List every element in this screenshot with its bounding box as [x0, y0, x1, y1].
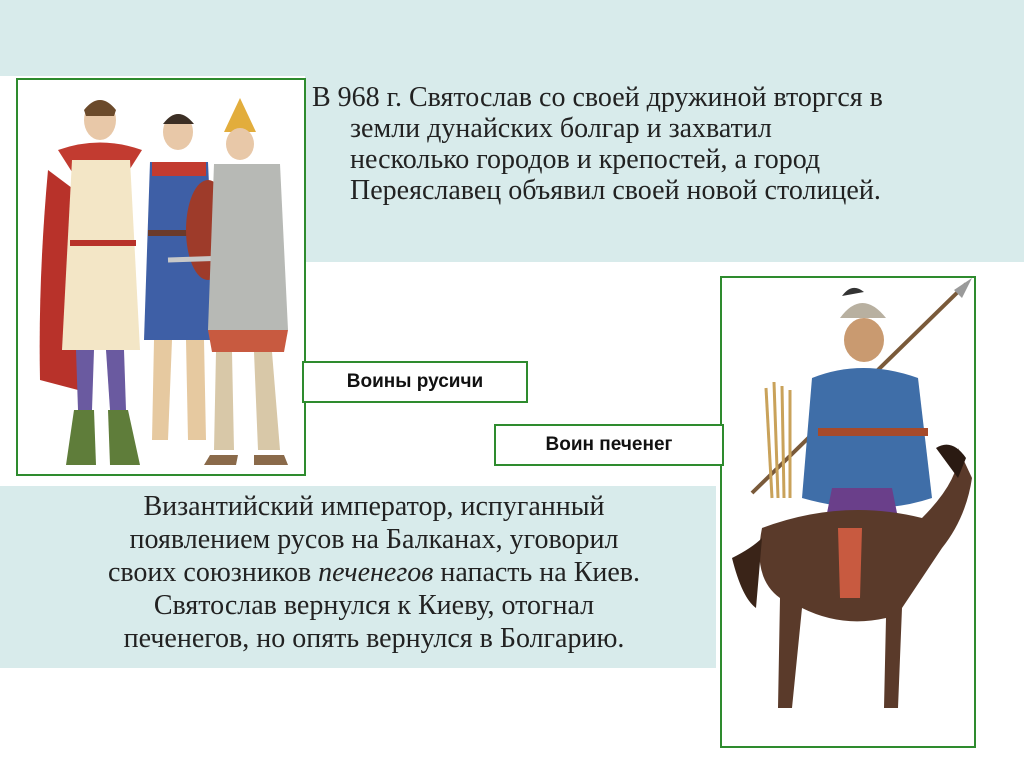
rus-warriors-illustration [18, 80, 304, 474]
intro-paragraph [312, 82, 1012, 206]
intro-line-2: земли дунайских болгар и захватил [350, 113, 772, 144]
pecheneg-rider-illustration [722, 278, 974, 746]
pecheneg-warrior-label: Воин печенег [494, 424, 724, 466]
pecheneg-warrior-image [720, 276, 976, 748]
intro-line-1: В 968 г. Святослав со своей дружиной вторгся в [312, 82, 883, 113]
body-line-3-start: своих союзников [107, 557, 319, 588]
byzantium-paragraph [44, 490, 704, 655]
intro-line-4: Переяславец объявил своей новой столицей. [350, 175, 881, 206]
body-line-1: Византийский император, испуганный [143, 491, 605, 522]
body-line-3 [44, 556, 704, 589]
body-line-5: печенегов, но опять вернулся в Болгарию. [123, 623, 625, 654]
pechenegs-emphasis: печенегов [318, 557, 434, 588]
body-line-3-end: напасть на Киев. [433, 557, 641, 588]
intro-line-3: несколько городов и крепостей, а город [350, 144, 821, 175]
rus-warriors-label: Воины русичи [302, 361, 528, 403]
rus-warriors-image [16, 78, 306, 476]
body-line-2: появлением русов на Балканах, уговорил [129, 524, 619, 555]
body-line-4: Святослав вернулся к Киеву, отогнал [153, 590, 595, 621]
